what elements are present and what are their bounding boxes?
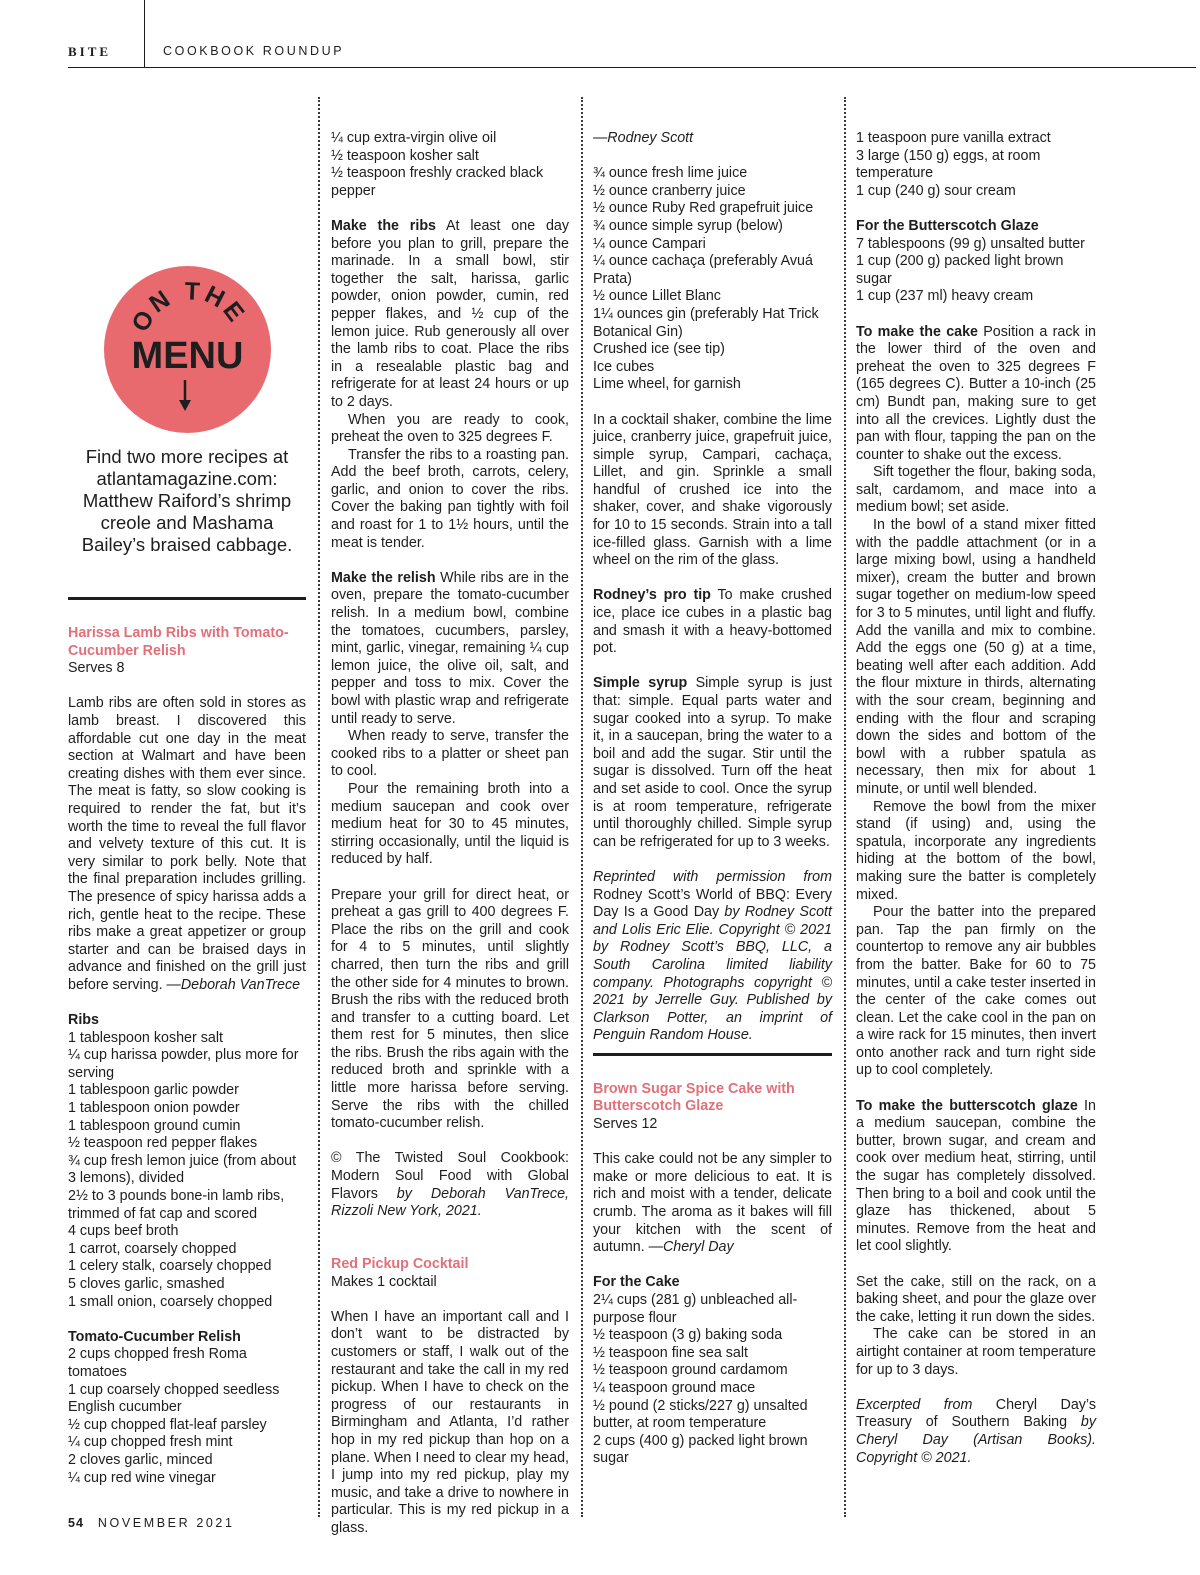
ingredient-item: 2 cups (400 g) packed light brown sugar [593,1432,808,1467]
credit-text: Excerpted from [856,1396,973,1413]
ingredient-item: ½ ounce Ruby Red grapefruit juice [593,200,814,217]
column-divider [581,97,583,1517]
step-lead: To make the cake [856,323,979,340]
column-4 [856,130,1096,1467]
method-step: The cake can be stored in an airtight container at room temperature for up to 3 days. [856,1326,1096,1378]
column-2 [331,130,569,1538]
ingredients-list [856,236,1096,306]
recipe-title: Brown Sugar Spice Cake with Butterscotch Glaze [593,1080,795,1115]
ingredients-heading: Tomato-Cucumber Relish [68,1328,241,1345]
ingredient-item: ¼ cup red wine vinegar [68,1469,216,1486]
step-lead: Rodney’s pro tip [593,587,711,604]
method-step: Prepare your grill for direct heat, or preheat a gas grill to 400 degrees F. Place the ribs on the grill and cook for 4 to 5 minutes, until slightly charred, then turn the ribs and grill the other side for 4 minutes to brown. Brush the ribs with the reduced broth and transfer to a cutting board. Let them rest for 5 minutes, then slice the ribs. Brush the ribs again with the reduced broth and sprinkle with a little more harissa before serving. Serve the ribs with the chilled tomato-cucumber relish. [331,886,569,1132]
ingredient-item: ½ teaspoon kosher salt [331,147,479,164]
ingredient-item: 1 cup (200 g) packed light brown sugar [856,253,1064,287]
ingredient-item: ¼ ounce Campari [593,235,706,252]
ingredient-item: 1 tablespoon garlic powder [68,1082,239,1099]
ingredients-heading: For the Butterscotch Glaze [856,217,1039,234]
ingredient-item: Crushed ice (see tip) [593,341,725,358]
ingredient-item: ¾ cup fresh lemon juice (from about 3 lemons), divided [68,1152,297,1187]
step-text: While ribs are in the oven, prepare the tomato-cucumber relish. In a medium bowl, combine the tomatoes, cucumbers, parsley, mint, garlic, vinegar, remaining ¼ cup lemon juice, the olive oil, salt, and pepper and toss to mix. Cover the bowl with plastic wrap and refrigerate until ready to serve. [331,569,569,727]
pro-tip [593,587,832,657]
ingredient-item: ½ teaspoon (3 g) baking soda [593,1327,783,1344]
recipe-credit [331,1150,569,1220]
method-step [331,218,569,412]
recipe-serves: Serves 12 [593,1116,658,1133]
recipe-title: Red Pickup Cocktail [331,1256,469,1272]
ingredients-list [331,130,569,200]
ingredient-item: 1 small onion, coarsely chopped [68,1293,273,1310]
method-step: When you are ready to cook, preheat the oven to 325 degrees F. [331,411,569,446]
recipe-intro [593,1151,832,1257]
step-lead: Make the ribs [331,217,437,234]
ingredient-item: ¼ cup harissa powder, plus more for serving [68,1047,299,1081]
intro-author: —Cheryl Day [644,1239,734,1256]
header-rule [68,67,1196,68]
intro-author: —Deborah VanTrece [162,976,301,993]
ingredient-item: 7 tablespoons (99 g) unsalted butter [856,235,1085,252]
method-step [331,570,569,728]
ingredients-list [856,130,1096,200]
recipe-intro [68,695,306,994]
ingredient-item: ½ ounce cranberry juice [593,182,746,199]
badge-top-text: ON THE [126,277,252,337]
issue-date: NOVEMBER 2021 [97,1516,235,1530]
promo-text: Find two more recipes at atlantamagazine.com: Matthew Raiford’s shrimp creole and Mashama Bailey’s braised cabbage. [81,446,293,555]
intro-text: This cake could not be any simpler to make or more delicious to eat. It is rich and moist with a tender, delicate crumb. The aroma as it bakes will fill your kitchen with the scent of autumn. [593,1151,832,1256]
step-text: In a medium saucepan, combine the butter, brown sugar, and cream and cook over medium heat, stirring, until the sugar has completely dissolved. Then bring to a boil and cook until the glaze has thickened, about 5 minutes. Remove from the heat and let cool slightly. [856,1097,1096,1255]
ingredient-item: Ice cubes [593,358,655,375]
recipe-intro [331,1309,569,1538]
ingredient-item: 1¼ ounces gin (preferably Hat Trick Botanical Gin) [593,305,819,340]
ingredients-list [593,165,832,394]
ingredient-item: ½ cup chopped flat-leaf parsley [68,1416,267,1433]
step-text: Position a rack in the lower third of the oven and preheat the oven to 325 degrees F (165 degrees C). Butter a 10-inch (25 cm) Bundt pan, making sure to get into all the crevices. Lightly dust the pan with flour, tapping the pan on the counter to shake out the excess. [856,323,1097,463]
step-lead: Simple syrup [593,675,688,692]
recipe-intro-author [593,130,832,148]
recipe-credit [593,869,832,1045]
method-step: Pour the batter into the prepared pan. Tap the pan firmly on the countertop to remove any air bubbles from the batter. Bake for 60 to 75 minutes, until a cake tester inserted in the center of the cake comes out clean. Let the cake cool in the pan on a wire rack for 15 minutes, then invert onto another rack and turn right side up to cool completely. [856,904,1096,1079]
step-text: To make crushed ice, place ice cubes in a plastic bag and smash it with a heavy-bottomed pot. [593,587,832,657]
credit-text: Reprinted with permission from [593,868,832,885]
ingredients-list [593,1292,832,1468]
method-step: In a cocktail shaker, combine the lime juice, cranberry juice, grapefruit juice, simple syrup, Campari, cachaça, Lillet, and gin. Sprinkle a small handful of crushed ice into the shaker, cover, and shake vigorously for 10 to 15 seconds. Strain into a tall ice-filled glass. Garnish with a lime wheel on the rim of the glass. [593,411,832,569]
credit-text: Cheryl Day’s Treasury of Southern Baking [856,1396,1096,1431]
recipe-serves: Serves 8 [68,660,125,677]
ingredient-item: Lime wheel, for garnish [593,376,741,393]
step-text: At least one day before you plan to grill, prepare the marinade. In a small bowl, stir together the salt, harissa, garlic powder, onion powder, cumin, red pepper flakes, and ½ cup of the lemon juice. Rub generously all over the lamb ribs to coat. Place the ribs in a resealable plastic bag and refrigerate for at least 24 hours or up to 2 days. [331,217,569,410]
badge-main-text: MENU [131,335,244,377]
method-step [856,1098,1096,1256]
ingredient-item: ¾ ounce simple syrup (below) [593,217,783,234]
header-divider [144,0,145,68]
ingredients-heading: Ribs [68,1012,99,1029]
method-step: Pour the remaining broth into a medium saucepan and cook over medium heat for 30 to 45 minutes, stirring occasionally, until the liquid is reduced by half. [331,780,569,868]
recipe-makes: Makes 1 cocktail [331,1273,437,1290]
ingredient-item: ½ ounce Lillet Blanc [593,288,721,305]
method-step: When ready to serve, transfer the cooked ribs to a platter or sheet pan to cool. [331,728,569,780]
ingredient-item: ½ teaspoon ground cardamom [593,1362,788,1379]
ingredient-item: 1 cup coarsely chopped seedless English cucumber [68,1381,280,1416]
ingredient-item: 4 cups beef broth [68,1223,179,1240]
ingredient-item: 1 celery stalk, coarsely chopped [68,1258,272,1275]
ingredients-heading: For the Cake [593,1274,680,1291]
simple-syrup [593,675,832,851]
credit-text: by Cheryl Day (Artisan Books). Copyright © 2021. [856,1414,1096,1466]
credit-text: by Rodney Scott and Lolis Eric Elie. Copyright © 2021 by Rodney Scott’s BBQ, LLC, a South Carolina limited liability company. Photographs copyright © 2021 by Jerrelle Guy. Published by Clarkson Potter, an imprint of Penguin Random House. [593,904,832,1044]
ingredient-item: 1 cup (240 g) sour cream [856,182,1016,199]
ingredient-item: ½ teaspoon fine sea salt [593,1344,748,1361]
column-3 [593,130,832,1468]
method-step: Remove the bowl from the mixer stand (if using) and, using the spatula, incorporate any ingredients hiding at the bottom of the bowl, making sure the batter is completely mixed. [856,798,1096,903]
ingredient-item: 2 cups chopped fresh Roma tomatoes [68,1346,247,1380]
ingredient-item: 1 tablespoon kosher salt [68,1029,223,1046]
subsection-label: COOKBOOK ROUNDUP [163,44,345,58]
ingredient-item: 1 tablespoon onion powder [68,1100,240,1117]
down-arrow-icon [179,380,191,411]
method-step: Set the cake, still on the rack, on a baking sheet, and pour the glaze over the cake, letting it run down the sides. [856,1273,1096,1325]
ingredient-item: 2 cloves garlic, minced [68,1451,213,1468]
page-footer [68,1516,235,1530]
intro-text: Lamb ribs are often sold in stores as lamb breast. I discovered this affordable cut one day in the meat section at Walmart and have been creating dishes with them ever since. The meat is fatty, so slow cooking is required to render the fat, but it’s worth the time to reveal the full flavor and velvety texture of this cut. It is very similar to pork belly. Note that the final preparation includes grilling. The presence of spicy harissa adds a rich, gentle heat to the recipe. These ribs make a great appetizer or group starter and can be braised days in advance and finished on the grill just before serving. [68,695,306,993]
method-step: Transfer the ribs to a roasting pan. Add the beef broth, carrots, celery, garlic, and onion to cover the ribs. Cover the baking pan tightly with foil and roast for 1 to 1½ hours, until the meat is tender. [331,446,569,551]
recipe-title: Harissa Lamb Ribs with Tomato-Cucumber Relish [68,625,289,659]
recipe-credit [856,1397,1096,1467]
ingredient-item: 2½ to 3 pounds bone-in lamb ribs, trimmed of fat cap and scored [68,1188,285,1222]
section-label: BITE [68,44,112,59]
ingredient-item: 2¼ cups (281 g) unbleached all-purpose flour [593,1292,798,1326]
ingredient-item: 1 cup (237 ml) heavy cream [856,288,1034,305]
credit-text: © The Twisted Soul Cookbook: Modern Soul Food with Global Flavors [331,1150,569,1202]
ingredients-list [68,1030,306,1312]
ingredient-item: ½ teaspoon red pepper flakes [68,1135,258,1152]
intro-author: —Rodney Scott [593,130,694,146]
ingredient-item: ¼ teaspoon ground mace [593,1379,756,1396]
ingredient-item: ¾ ounce fresh lime juice [593,165,748,182]
method-step [856,324,1096,465]
ingredient-item: 3 large (150 g) eggs, at room temperature [856,147,1041,182]
credit-text: Rodney Scott’s World of BBQ: Every Day Is a Good Day [593,886,832,921]
ingredient-item: 1 teaspoon pure vanilla extract [856,130,1051,146]
ingredient-item: ½ teaspoon freshly cracked black pepper [331,165,544,199]
page-number: 54 [68,1516,84,1530]
intro-text: When I have an important call and I don’t want to be distracted by customers or staff, I walk out of the restaurant and take the call in my red pickup. When I have to check on the progress of our restaurants in Birmingham and Atlanta, I’d rather hop in my red pickup than hop on a plane. When I need to clear my head, I jump into my red pickup, play my music, and take a drive to nowhere in particular. This is my red pickup in a glass. [331,1308,569,1536]
credit-text: by Deborah VanTrece, Rizzoli New York, 2021. [331,1185,569,1220]
page-header [0,0,1200,69]
column-divider [844,97,846,1517]
step-lead: Make the relish [331,569,436,586]
column-1 [68,597,306,1487]
on-the-menu-badge [104,266,271,433]
ingredients-list [68,1346,306,1487]
step-lead: To make the butterscotch glaze [856,1097,1078,1114]
method-step: In the bowl of a stand mixer fitted with the paddle attachment (or in a large mixing bowl, using a handheld mixer), cream the butter and brown sugar together on medium-low speed for 3 to 5 minutes, until light and fluffy. Add the vanilla and mix to combine. Add the eggs one (50 g) at a time, beating well after each addition. Add the flour mixture in thirds, alternating with the sour cream, beginning and ending with the flour and scraping down the sides and bottom of the bowl with a rubber spatula as necessary, then mix for about 1 minute, or until well blended. [856,517,1096,797]
ingredient-item: 1 carrot, coarsely chopped [68,1240,237,1257]
svg-text:ON THE [126,277,251,336]
ingredient-item: 1 tablespoon ground cumin [68,1117,241,1134]
column-divider [318,97,320,1517]
ingredient-item: ½ pound (2 sticks/227 g) unsalted butter, at room temperature [593,1397,808,1432]
ingredient-item: 5 cloves garlic, smashed [68,1275,225,1292]
ingredient-item: ¼ cup extra-virgin olive oil [331,130,497,146]
ingredient-item: ¼ ounce cachaça (preferably Avuá Prata) [593,253,813,287]
ingredient-item: ¼ cup chopped fresh mint [68,1434,233,1451]
step-text: Simple syrup is just that: simple. Equal parts water and sugar cooked into a syrup. To make it, in a saucepan, bring the water to a boil and add the sugar. Stir until the sugar is dissolved. Turn off the heat and set aside to cool. Once the syrup is at room temperature, refrigerate until thoroughly chilled. Simple syrup can be refrigerated for up to 3 weeks. [593,675,832,850]
method-step: Sift together the flour, baking soda, salt, cardamom, and mace into a medium bowl; set aside. [856,464,1096,516]
